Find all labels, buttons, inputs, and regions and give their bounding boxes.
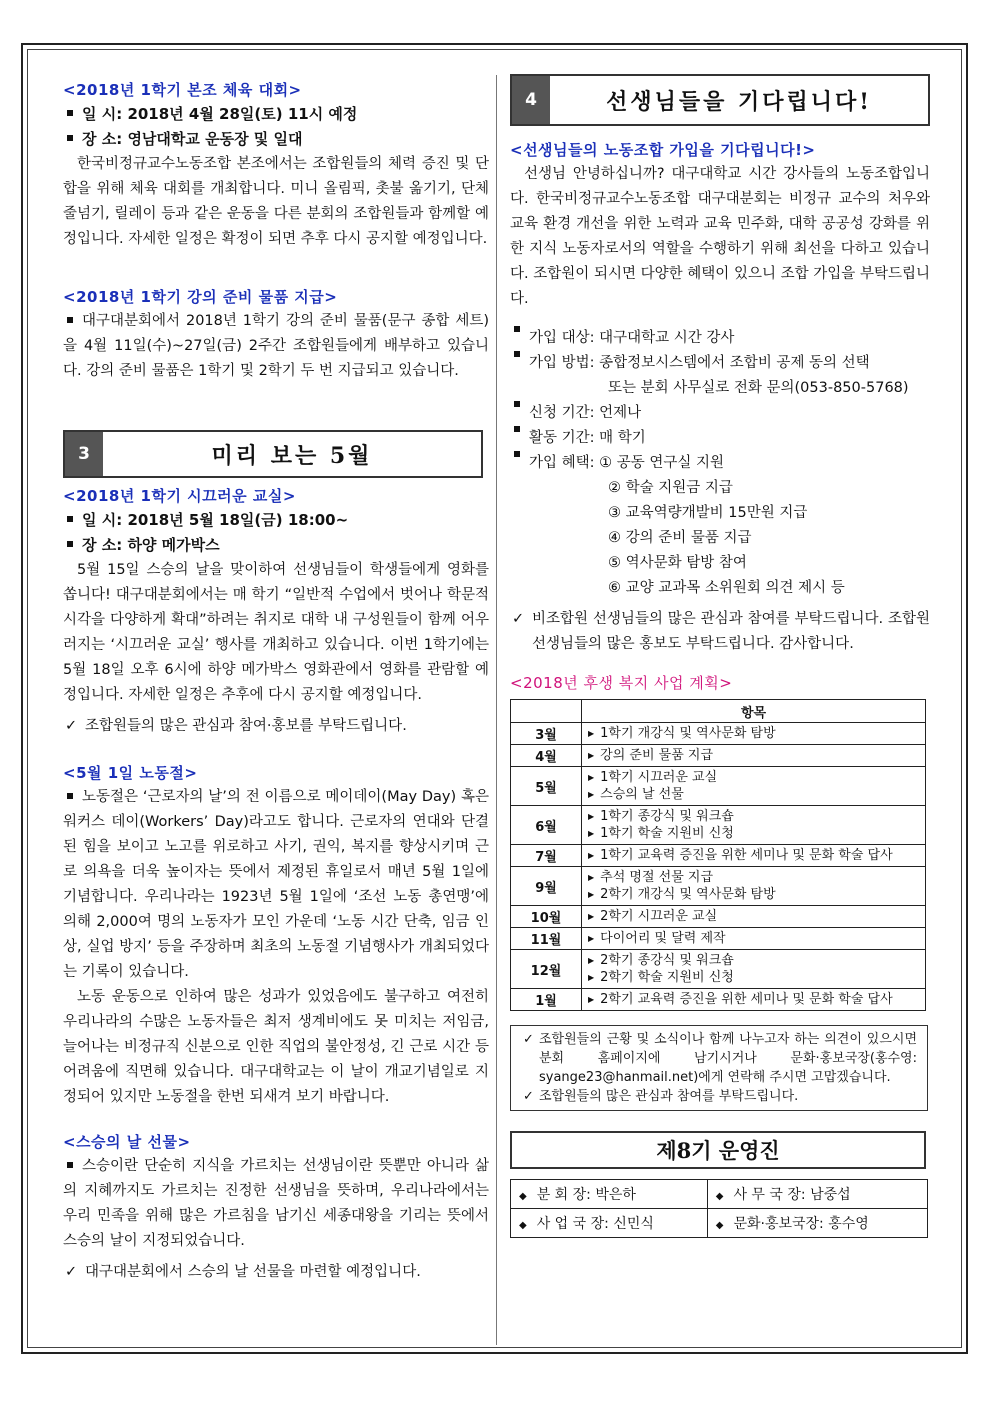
item-cell bbox=[582, 806, 926, 845]
item-cell bbox=[582, 928, 926, 950]
table-row bbox=[511, 1180, 928, 1209]
item-cell bbox=[582, 767, 926, 806]
staff-title: 제8기 운영진 bbox=[510, 1131, 926, 1169]
triangle-bullet-icon: ▶ bbox=[588, 790, 595, 799]
month-cell: 3월 bbox=[511, 723, 582, 745]
column-divider bbox=[496, 75, 497, 1345]
staff-table bbox=[510, 1179, 928, 1238]
plan-item-text: 스승의 날 선물 bbox=[600, 787, 684, 802]
triangle-bullet-icon: ▶ bbox=[588, 995, 595, 1004]
plan-item bbox=[588, 725, 919, 742]
join-method: 가입 방법: 종합정보시스템에서 조합비 공제 동의 선택 bbox=[510, 351, 930, 376]
diamond-icon: ◆ bbox=[519, 1220, 527, 1231]
month-cell: 12월 bbox=[511, 950, 582, 989]
month-cell: 6월 bbox=[511, 806, 582, 845]
supplies-body: 대구대분회에서 2018년 1학기 강의 준비 물품(문구 종합 세트)을 4월 11일(수)~27일(금) 2주간 조합원들에게 배부하고 있습니다. 강의 준비 물품은 1학기 및 2학기 두 번 지급되고 있습니다. bbox=[63, 313, 489, 379]
plan-item bbox=[588, 991, 919, 1008]
table-row bbox=[511, 950, 926, 989]
staff-cell: ◆ 사 무 국 장: 남중섭 bbox=[707, 1180, 927, 1209]
bullet-square-icon bbox=[514, 326, 520, 332]
plan-item-text: 2학기 시끄러운 교실 bbox=[600, 909, 718, 924]
welfare-heading: <2018년 후생 복지 사업 계획> bbox=[510, 674, 733, 692]
table-row bbox=[511, 1209, 928, 1238]
plan-item-text: 2학기 개강식 및 역사문화 탐방 bbox=[600, 887, 776, 902]
classroom-heading: <2018년 1학기 시끄러운 교실> bbox=[63, 487, 296, 505]
table-row bbox=[511, 845, 926, 867]
triangle-bullet-icon: ▶ bbox=[588, 890, 595, 899]
mayday-body-2: 노동 운동으로 인하여 많은 성과가 있었음에도 불구하고 여전히 우리나라의 수많은 노동자들은 최저 생계비에도 못 미치는 저임금, 늘어나는 비정규직 신분으로 인한 직업의 불안정성, 긴 근로 시간 등 어려움에 직면해 있습니다. 대구대학교는 이 날이 개교기념일로 지정되어 있지만 노동절을 한번 되새겨 보기 바랍니다. bbox=[63, 989, 489, 1105]
triangle-bullet-icon: ▶ bbox=[588, 934, 595, 943]
month-cell: 7월 bbox=[511, 845, 582, 867]
sports-place: 장 소: 영남대학교 운동장 및 일대 bbox=[63, 127, 489, 152]
benefit-item: ⑥ 교양 교과목 소위원회 의견 제시 등 bbox=[608, 580, 845, 596]
plan-item-text: 2학기 교육력 증진을 위한 세미나 및 문화 학술 답사 bbox=[600, 992, 893, 1007]
checkmark-icon: ✓ bbox=[523, 1032, 534, 1047]
plan-item bbox=[588, 847, 919, 864]
diamond-icon: ◆ bbox=[715, 1220, 724, 1231]
month-cell: 4월 bbox=[511, 745, 582, 767]
table-row bbox=[511, 745, 926, 767]
plan-item-text: 1학기 시끄러운 교실 bbox=[600, 770, 718, 785]
plan-item-text: 2학기 학술 지원비 신청 bbox=[600, 970, 734, 985]
join-target: 가입 대상: 대구대학교 시간 강사 bbox=[510, 326, 930, 351]
sports-heading: <2018년 1학기 본조 체육 대회> bbox=[63, 81, 302, 99]
plan-item bbox=[588, 825, 919, 842]
classroom-check: ✓ 조합원들의 많은 관심과 참여·홍보를 부탁드립니다. bbox=[63, 714, 489, 739]
bullet-square-icon bbox=[67, 793, 73, 799]
plan-item bbox=[588, 908, 919, 925]
section-number: 3 bbox=[65, 432, 103, 476]
plan-item-text: 2학기 종강식 및 워크숍 bbox=[600, 953, 734, 968]
checkmark-icon: ✓ bbox=[65, 718, 78, 734]
bullet-square-icon bbox=[514, 401, 520, 407]
month-header bbox=[511, 700, 582, 723]
bullet-square-icon bbox=[67, 1162, 73, 1168]
bullet-square-icon bbox=[67, 135, 73, 141]
item-cell bbox=[582, 867, 926, 906]
plan-item bbox=[588, 769, 919, 786]
triangle-bullet-icon: ▶ bbox=[588, 729, 595, 738]
plan-item bbox=[588, 786, 919, 803]
welfare-table bbox=[510, 699, 926, 1011]
mayday-body-1: 노동절은 ‘근로자의 날’의 전 이름으로 메이데이(May Day) 혹은 워커스 데이(Workers’ Day)라고도 합니다. 근로자의 연대와 단결된 힘을 보이고 노고를 위로하고 사기, 권익, 복지를 향상시키며 근로 의욕을 더욱 높이자는 뜻에서 제정된 휴일로서 매년 5월 1일에 기념합니다. 우리나라는 1923년 5월 1일에 ‘조선 노동 총연맹’에 의해 2,000여 명의 노동자가 모인 가운데 ‘노동 시간 단축, 임금 인상, 실업 방지’ 등을 주장하며 최초의 노동절 기념행사가 개최되었다는 기록이 있습니다. bbox=[63, 789, 489, 980]
sports-body: 한국비정규교수노동조합 본조에서는 조합원들의 체력 증진 및 단합을 위해 체육 대회를 개최합니다. 미니 올림픽, 촛불 옮기기, 단체 줄넘기, 릴레이 등과 같은 운동을 다른 분회의 조합원들과 함께할 예정입니다. 자세한 일정은 확정이 되면 추후 다시 공지할 예정입니다. bbox=[63, 156, 489, 247]
right-column bbox=[510, 74, 930, 1238]
diamond-icon: ◆ bbox=[519, 1191, 527, 1202]
checkmark-icon: ✓ bbox=[65, 1264, 78, 1280]
plan-item bbox=[588, 969, 919, 986]
item-cell bbox=[582, 845, 926, 867]
bullet-square-icon bbox=[514, 351, 520, 357]
staff-cell: ◆ 사 업 국 장: 신민식 bbox=[511, 1209, 708, 1238]
teacher-gift-check: ✓ 대구대분회에서 스승의 날 선물을 마련할 예정입니다. bbox=[63, 1260, 489, 1285]
benefit-item: ② 학술 지원금 지급 bbox=[608, 480, 733, 496]
section-title: 선생님들을 기다립니다! bbox=[606, 88, 872, 115]
item-cell bbox=[582, 950, 926, 989]
classroom-place: 장 소: 하양 메가박스 bbox=[63, 533, 489, 558]
item-header: 항목 bbox=[582, 700, 926, 723]
plan-item bbox=[588, 952, 919, 969]
teacher-gift-heading: <스승의 날 선물> bbox=[63, 1133, 191, 1151]
join-method-2: 또는 분회 사무실로 전화 문의(053-850-5768) bbox=[608, 380, 909, 396]
benefits-list bbox=[510, 476, 930, 601]
month-cell: 1월 bbox=[511, 989, 582, 1011]
triangle-bullet-icon: ▶ bbox=[588, 956, 595, 965]
plan-item-text: 추석 명절 선물 지급 bbox=[600, 870, 714, 885]
month-cell: 9월 bbox=[511, 867, 582, 906]
month-cell: 5월 bbox=[511, 767, 582, 806]
plan-item bbox=[588, 747, 919, 764]
join-check: ✓ 비조합원 선생님들의 많은 관심과 참여를 부탁드립니다. 조합원 선생님들의 많은 홍보도 부탁드립니다. 감사합니다. bbox=[510, 607, 930, 657]
bullet-square-icon bbox=[67, 516, 73, 522]
bullet-square-icon bbox=[67, 541, 73, 547]
sports-date: 일 시: 2018년 4월 28일(토) 11시 예정 bbox=[63, 102, 489, 127]
plan-item-text: 1학기 개강식 및 역사문화 탐방 bbox=[600, 726, 776, 741]
notice-box bbox=[510, 1025, 928, 1111]
supplies-heading: <2018년 1학기 강의 준비 물품 지급> bbox=[63, 288, 338, 306]
join-activity: 활동 기간: 매 학기 bbox=[510, 426, 930, 451]
section-number: 4 bbox=[512, 76, 550, 124]
diamond-icon: ◆ bbox=[715, 1191, 724, 1202]
plan-item bbox=[588, 930, 919, 947]
join-period: 신청 기간: 언제나 bbox=[510, 401, 930, 426]
triangle-bullet-icon: ▶ bbox=[588, 973, 595, 982]
bullet-square-icon bbox=[514, 451, 520, 457]
benefit-item: ⑤ 역사문화 탐방 참여 bbox=[608, 555, 747, 571]
table-row bbox=[511, 928, 926, 950]
item-cell bbox=[582, 906, 926, 928]
checkmark-icon: ✓ bbox=[512, 611, 525, 627]
plan-item-text: 다이어리 및 달력 제작 bbox=[600, 931, 726, 946]
month-cell: 10월 bbox=[511, 906, 582, 928]
bullet-square-icon bbox=[514, 426, 520, 432]
triangle-bullet-icon: ▶ bbox=[588, 912, 595, 921]
section-4-header bbox=[510, 74, 930, 126]
mayday-heading: <5월 1일 노동절> bbox=[63, 764, 198, 782]
checkmark-icon: ✓ bbox=[523, 1089, 534, 1104]
table-row bbox=[511, 989, 926, 1011]
notice-line: ✓ 조합원들의 많은 관심과 참여를 부탁드립니다. bbox=[523, 1089, 799, 1104]
triangle-bullet-icon: ▶ bbox=[588, 873, 595, 882]
join-benefits: 가입 혜택: ① 공동 연구실 지원 bbox=[510, 451, 930, 476]
plan-item bbox=[588, 886, 919, 903]
join-body: 선생님 안녕하십니까? 대구대학교 시간 강사들의 노동조합입니다. 한국비정규교수노동조합 대구대분회는 비정규 교수의 처우와 교육 환경 개선을 위한 노력과 교육 민주화, 대학 공공성 강화를 위한 지식 노동자로서의 역할을 수행하기 위해 최선을 다하고 있습니다. 조합원이 되시면 다양한 혜택이 있으니 조합 가입을 부탁드립니다. bbox=[510, 166, 930, 307]
plan-item-text: 1학기 학술 지원비 신청 bbox=[600, 826, 734, 841]
plan-item-text: 1학기 종강식 및 워크숍 bbox=[600, 809, 734, 824]
table-row bbox=[511, 767, 926, 806]
welfare-table-body bbox=[511, 723, 926, 1011]
benefit-item: ③ 교육역량개발비 15만원 지급 bbox=[608, 505, 808, 521]
staff-cell: ◆ 분 회 장: 박은하 bbox=[511, 1180, 708, 1209]
plan-item bbox=[588, 808, 919, 825]
bullet-square-icon bbox=[67, 110, 73, 116]
bullet-square-icon bbox=[67, 317, 73, 323]
item-cell bbox=[582, 989, 926, 1011]
table-row bbox=[511, 723, 926, 745]
triangle-bullet-icon: ▶ bbox=[588, 773, 595, 782]
plan-item-text: 강의 준비 물품 지급 bbox=[600, 748, 714, 763]
table-row bbox=[511, 806, 926, 845]
notice-line: ✓ 조합원들의 근황 및 소식이나 함께 나누고자 하는 의견이 있으시면 분회 홈페이지에 남기시거나 문화·홍보국장(홍수영: syange23@hanmail.net)에게 연락해 주시면 고맙겠습니다. bbox=[523, 1032, 917, 1085]
plan-item bbox=[588, 869, 919, 886]
table-header-row bbox=[511, 700, 926, 723]
item-cell bbox=[582, 723, 926, 745]
item-cell bbox=[582, 745, 926, 767]
staff-cell: ◆ 문화·홍보국장: 홍수영 bbox=[707, 1209, 927, 1238]
section-3-header bbox=[63, 430, 483, 478]
section-title: 미리 보는 5월 bbox=[211, 442, 373, 469]
triangle-bullet-icon: ▶ bbox=[588, 829, 595, 838]
triangle-bullet-icon: ▶ bbox=[588, 812, 595, 821]
triangle-bullet-icon: ▶ bbox=[588, 751, 595, 760]
left-column bbox=[63, 74, 489, 1285]
table-row bbox=[511, 906, 926, 928]
classroom-date: 일 시: 2018년 5월 18일(금) 18:00~ bbox=[63, 508, 489, 533]
triangle-bullet-icon: ▶ bbox=[588, 851, 595, 860]
benefit-item: ④ 강의 준비 물품 지급 bbox=[608, 530, 752, 546]
teacher-gift-body: 스승이란 단순히 지식을 가르치는 선생님이란 뜻뿐만 아니라 삶의 지혜까지도 가르치는 진정한 선생님을 뜻하며, 우리나라에서는 우리 민족을 위해 많은 가르침을 남기신 세종대왕을 기리는 뜻에서 스승의 날이 지정되었습니다. bbox=[63, 1158, 489, 1249]
month-cell: 11월 bbox=[511, 928, 582, 950]
plan-item-text: 1학기 교육력 증진을 위한 세미나 및 문화 학술 답사 bbox=[600, 848, 893, 863]
table-row bbox=[511, 867, 926, 906]
join-heading: <선생님들의 노동조합 가입을 기다립니다!> bbox=[510, 141, 816, 159]
classroom-body: 5월 15일 스승의 날을 맞이하여 선생님들이 학생들에게 영화를 쏩니다! 대구대분회에서는 매 학기 “일반적 수업에서 벗어나 학문적 시각을 다양하게 확대”하려는 취지로 대학 내 구성원들이 함께 어우러지는 ‘시끄러운 교실’ 행사를 개최하고 있습니다. 이번 1학기에는 5월 18일 오후 6시에 하양 메가박스 영화관에서 영화를 관람할 예정입니다. 자세한 일정은 추후에 다시 공지할 예정입니다. bbox=[63, 562, 489, 703]
